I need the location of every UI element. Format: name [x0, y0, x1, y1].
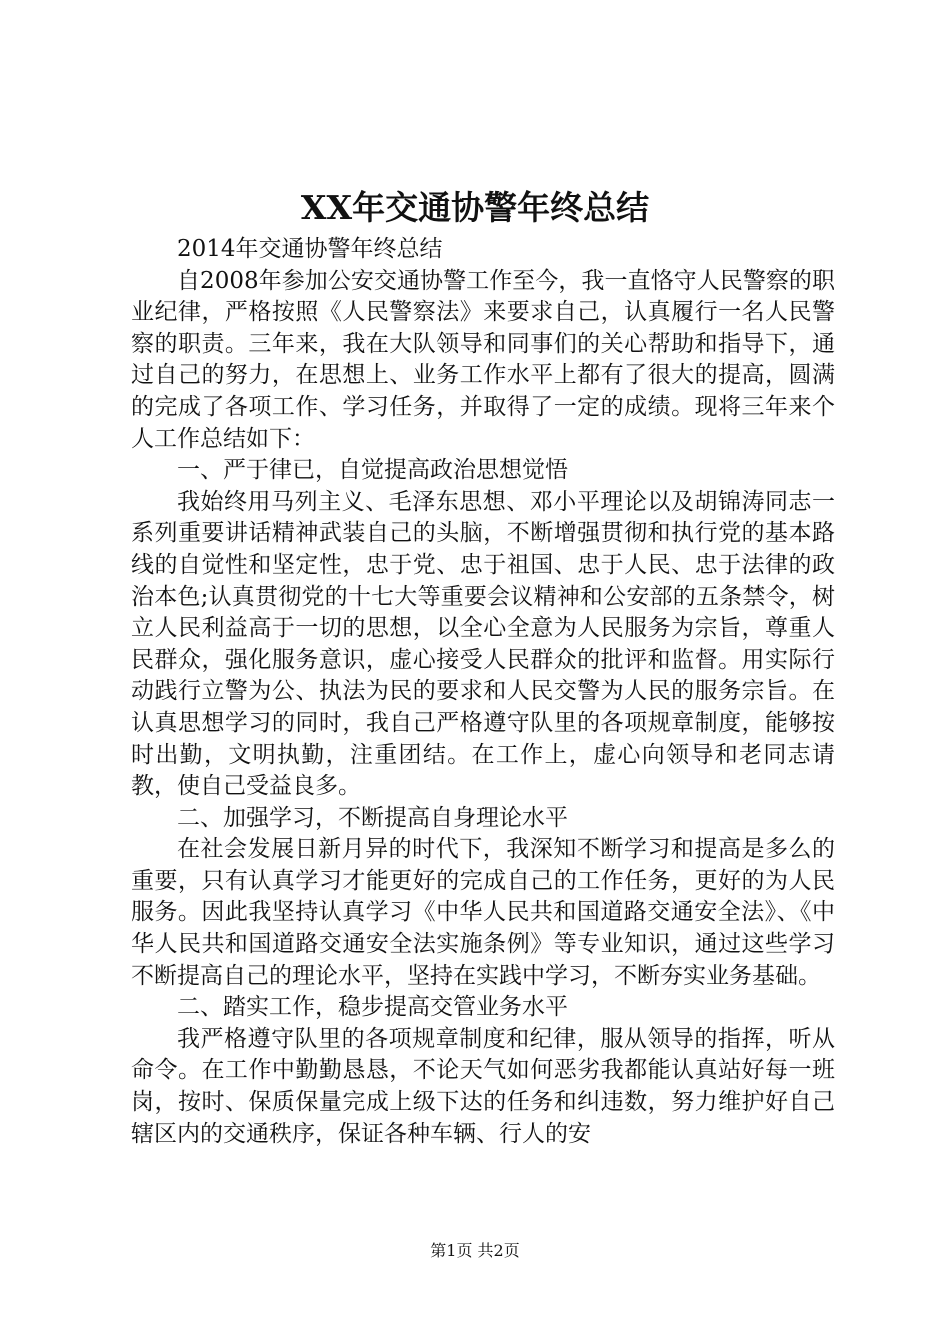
section-heading-3: 二、踏实工作，稳步提高交管业务水平	[177, 994, 568, 1021]
page-number-footer: 第1页 共2页	[430, 1241, 520, 1260]
document-body	[131, 234, 835, 1150]
intro-paragraph: 自2008年参加公安交通协警工作至今，我一直恪守人民警察的职业纪律，严格按照《人民警察法》来要求自己，认真履行一名人民警察的职责。三年来，我在大队领导和同事们的关心帮助和指导下，通过自己的努力，在思想上、业务工作水平上都有了很大的提高，圆满的完成了各项工作、学习任务，并取得了一定的成绩。现将三年来个人工作总结如下：	[131, 267, 835, 452]
section-paragraph-1: 我始终用马列主义、毛泽东思想、邓小平理论以及胡锦涛同志一系列重要讲话精神武装自己的头脑，不断增强贯彻和执行党的基本路线的自觉性和坚定性，忠于党、忠于祖国、忠于人民、忠于法律的政治本色;认真贯彻党的十七大等重要会议精神和公安部的五条禁令，树立人民利益高于一切的思想，以全心全意为人民服务为宗旨，尊重人民群众，强化服务意识，虚心接受人民群众的批评和监督。用实际行动践行立警为公、执法为民的要求和人民交警为人民的服务宗旨。在认真思想学习的同时，我自己严格遵守队里的各项规章制度，能够按时出勤，文明执勤，注重团结。在工作上，虚心向领导和老同志请教，使自己受益良多。	[131, 488, 835, 800]
section-heading-2: 二、加强学习，不断提高自身理论水平	[177, 804, 568, 831]
document-title: XX年交通协警年终总结	[300, 188, 650, 227]
subtitle-paragraph: 2014年交通协警年终总结	[177, 236, 443, 262]
section-paragraph-2: 在社会发展日新月异的时代下，我深知不断学习和提高是多么的重要，只有认真学习才能更好的完成自己的工作任务，更好的为人民服务。因此我坚持认真学习《中华人民共和国道路交通安全法》、《中华人民共和国道路交通安全法实施条例》等专业知识，通过这些学习不断提高自己的理论水平，坚持在实践中学习，不断夯实业务基础。	[131, 836, 835, 989]
section-heading-1: 一、严于律已，自觉提高政治思想觉悟	[177, 457, 568, 484]
section-paragraph-3: 我严格遵守队里的各项规章制度和纪律，服从领导的指挥，听从命令。在工作中勤勤恳恳，不论天气如何恶劣我都能认真站好每一班岗，按时、保质保量完成上级下达的任务和纠违数，努力维护好自己辖区内的交通秩序，保证各种车辆、行人的安	[131, 1025, 835, 1147]
